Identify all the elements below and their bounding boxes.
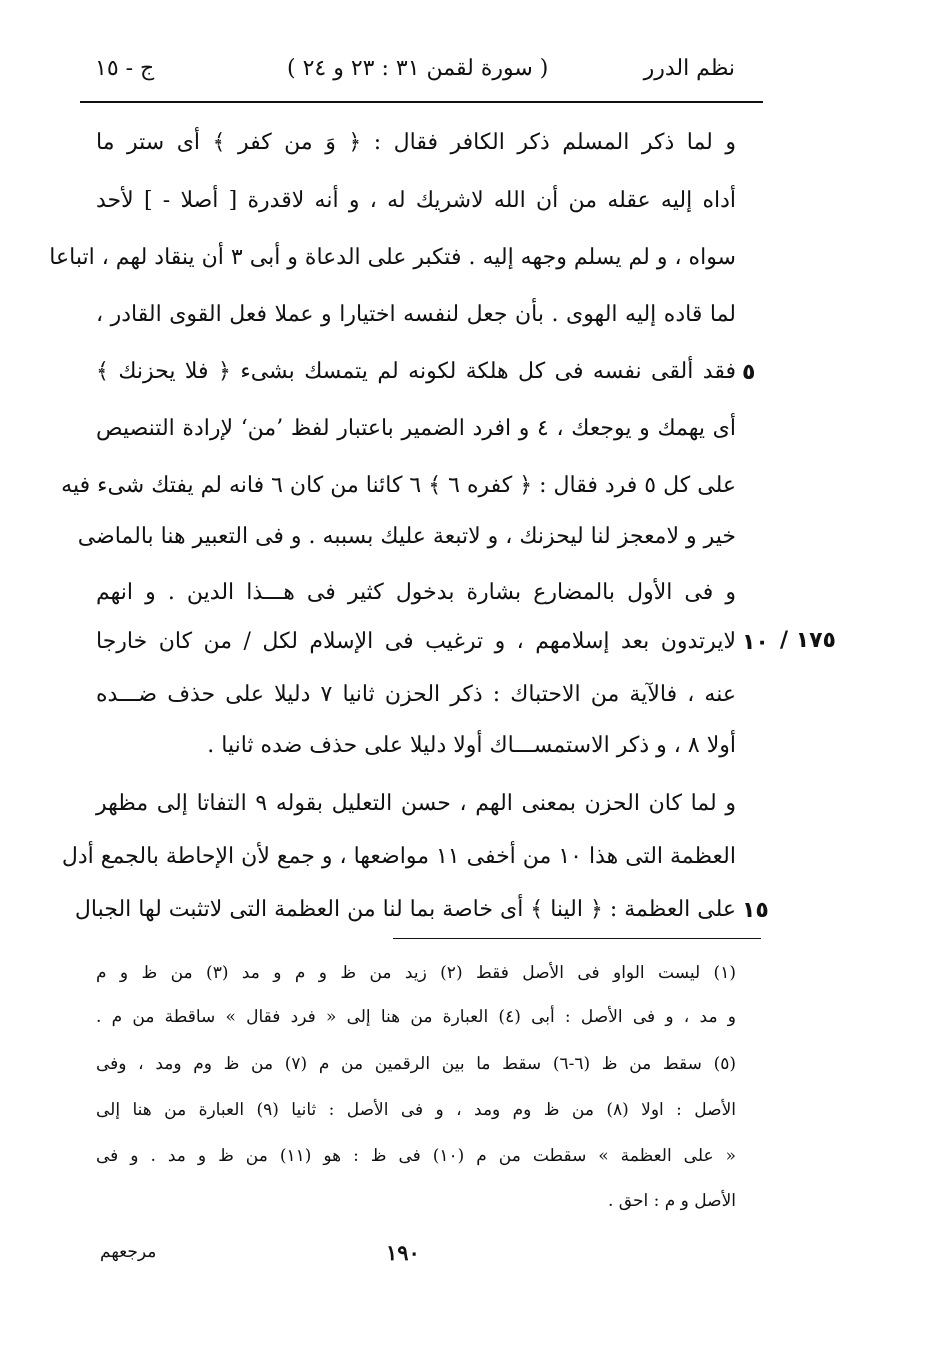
text-line: و فى الأول بالمضارع بشارة بدخول كثير فى هـــذا الدين . و انهم: [96, 580, 736, 605]
text-line: العظمة التى هذا ١٠ من أخفى ١١ مواضعها ، و جمع لأن الإحاطة بالجمع أدل: [61, 844, 736, 869]
text-line: على كل ٥ فرد فقال : ﴿ كفره ٦ ﴾ ٦ كائنا من كان ٦ فانه لم يفتك شىء فيه: [61, 473, 736, 498]
footnote-line: « على العظمة » سقطت من م (١٠) فى ظ : هو (١١) من ظ و مد . و فى: [96, 1146, 736, 1166]
line-number: ٥: [742, 360, 756, 385]
footnote-line: و مد ، و فى الأصل : أبى (٤) العبارة من هنا إلى « فرد فقال » ساقطة من م .: [96, 1007, 736, 1027]
footnote-line: الأصل و م : احق .: [607, 1191, 736, 1211]
text-line: و لما كان الحزن بمعنى الهم ، حسن التعليل بقوله ٩ التفاتا إلى مظهر: [96, 791, 736, 816]
text-line: خير و لامعجز لنا ليحزنك ، و لاتبعة عليك بسببه . و فى التعبير هنا بالماضى: [77, 524, 736, 549]
page-number: ١٩٠: [386, 1240, 420, 1265]
text-line: أولا ٨ ، و ذكر الاستمســـاك أولا دليلا على حذف ضده ثانيا .: [207, 733, 736, 758]
footnote-line: الأصل : اولا (٨) من ظ وم ومد ، و فى الأصل : ثانيا (٩) العبارة من هنا إلى: [96, 1100, 736, 1120]
text-line: أى يهمك و يوجعك ، ٤ و افرد الضمير باعتبار لفظ ’من‘ لإرادة التنصيص: [96, 416, 736, 441]
header-rule: [80, 101, 763, 103]
text-line: أداه إليه عقله من أن الله لاشريك له ، و أنه لاقدرة [ أصلا - ] لأحد: [96, 188, 736, 213]
text-line: لايرتدون بعد إسلامهم ، و ترغيب فى الإسلام لكل / من كان خارجا: [96, 629, 736, 654]
text-line: فقد ألقى نفسه فى كل هلكة لكونه لم يتمسك بشىء ﴿ فلا يحزنك ﴾: [96, 359, 736, 384]
volume-number: ج - ١٥: [95, 56, 155, 81]
text-line: عنه ، فالآية من الاحتباك : ذكر الحزن ثانيا ٧ دليلا على حذف ضـــده: [96, 682, 736, 707]
footnote-rule: [393, 938, 761, 939]
surah-reference: ( سورة لقمن ٣١ : ٢٣ و ٢٤ ): [287, 56, 549, 81]
line-number: ١٥: [742, 898, 769, 923]
line-number: ١٠: [742, 630, 769, 655]
running-header: [0, 56, 939, 100]
manuscript-page-reference: ١٧٥ /: [780, 628, 836, 653]
text-line: سواه ، و لم يسلم وجهه إليه . فتكبر على الدعاة و أبى ٣ أن ينقاد لهم ، اتباعا: [49, 245, 736, 270]
footnote-line: (١) ليست الواو فى الأصل فقط (٢) زيد من ظ و م و مد (٣) من ظ و م: [96, 963, 736, 983]
text-line: و لما ذكر المسلم ذكر الكافر فقال : ﴿ وَ من كفر ﴾ أى ستر ما: [96, 130, 736, 155]
footnote-line: (٥) سقط من ظ (٦-٦) سقط ما بين الرقمين من م (٧) من ظ وم ومد ، وفى: [96, 1054, 736, 1074]
text-line: على العظمة : ﴿ الينا ﴾ أى خاصة بما لنا من العظمة التى لاتثبت لها الجبال: [74, 897, 736, 922]
book-title: نظم الدرر: [643, 56, 735, 81]
text-line: لما قاده إليه الهوى . بأن جعل لنفسه اختيارا و عملا فعل القوى القادر ،: [96, 302, 736, 327]
signature-word: مرجعهم: [100, 1242, 157, 1262]
